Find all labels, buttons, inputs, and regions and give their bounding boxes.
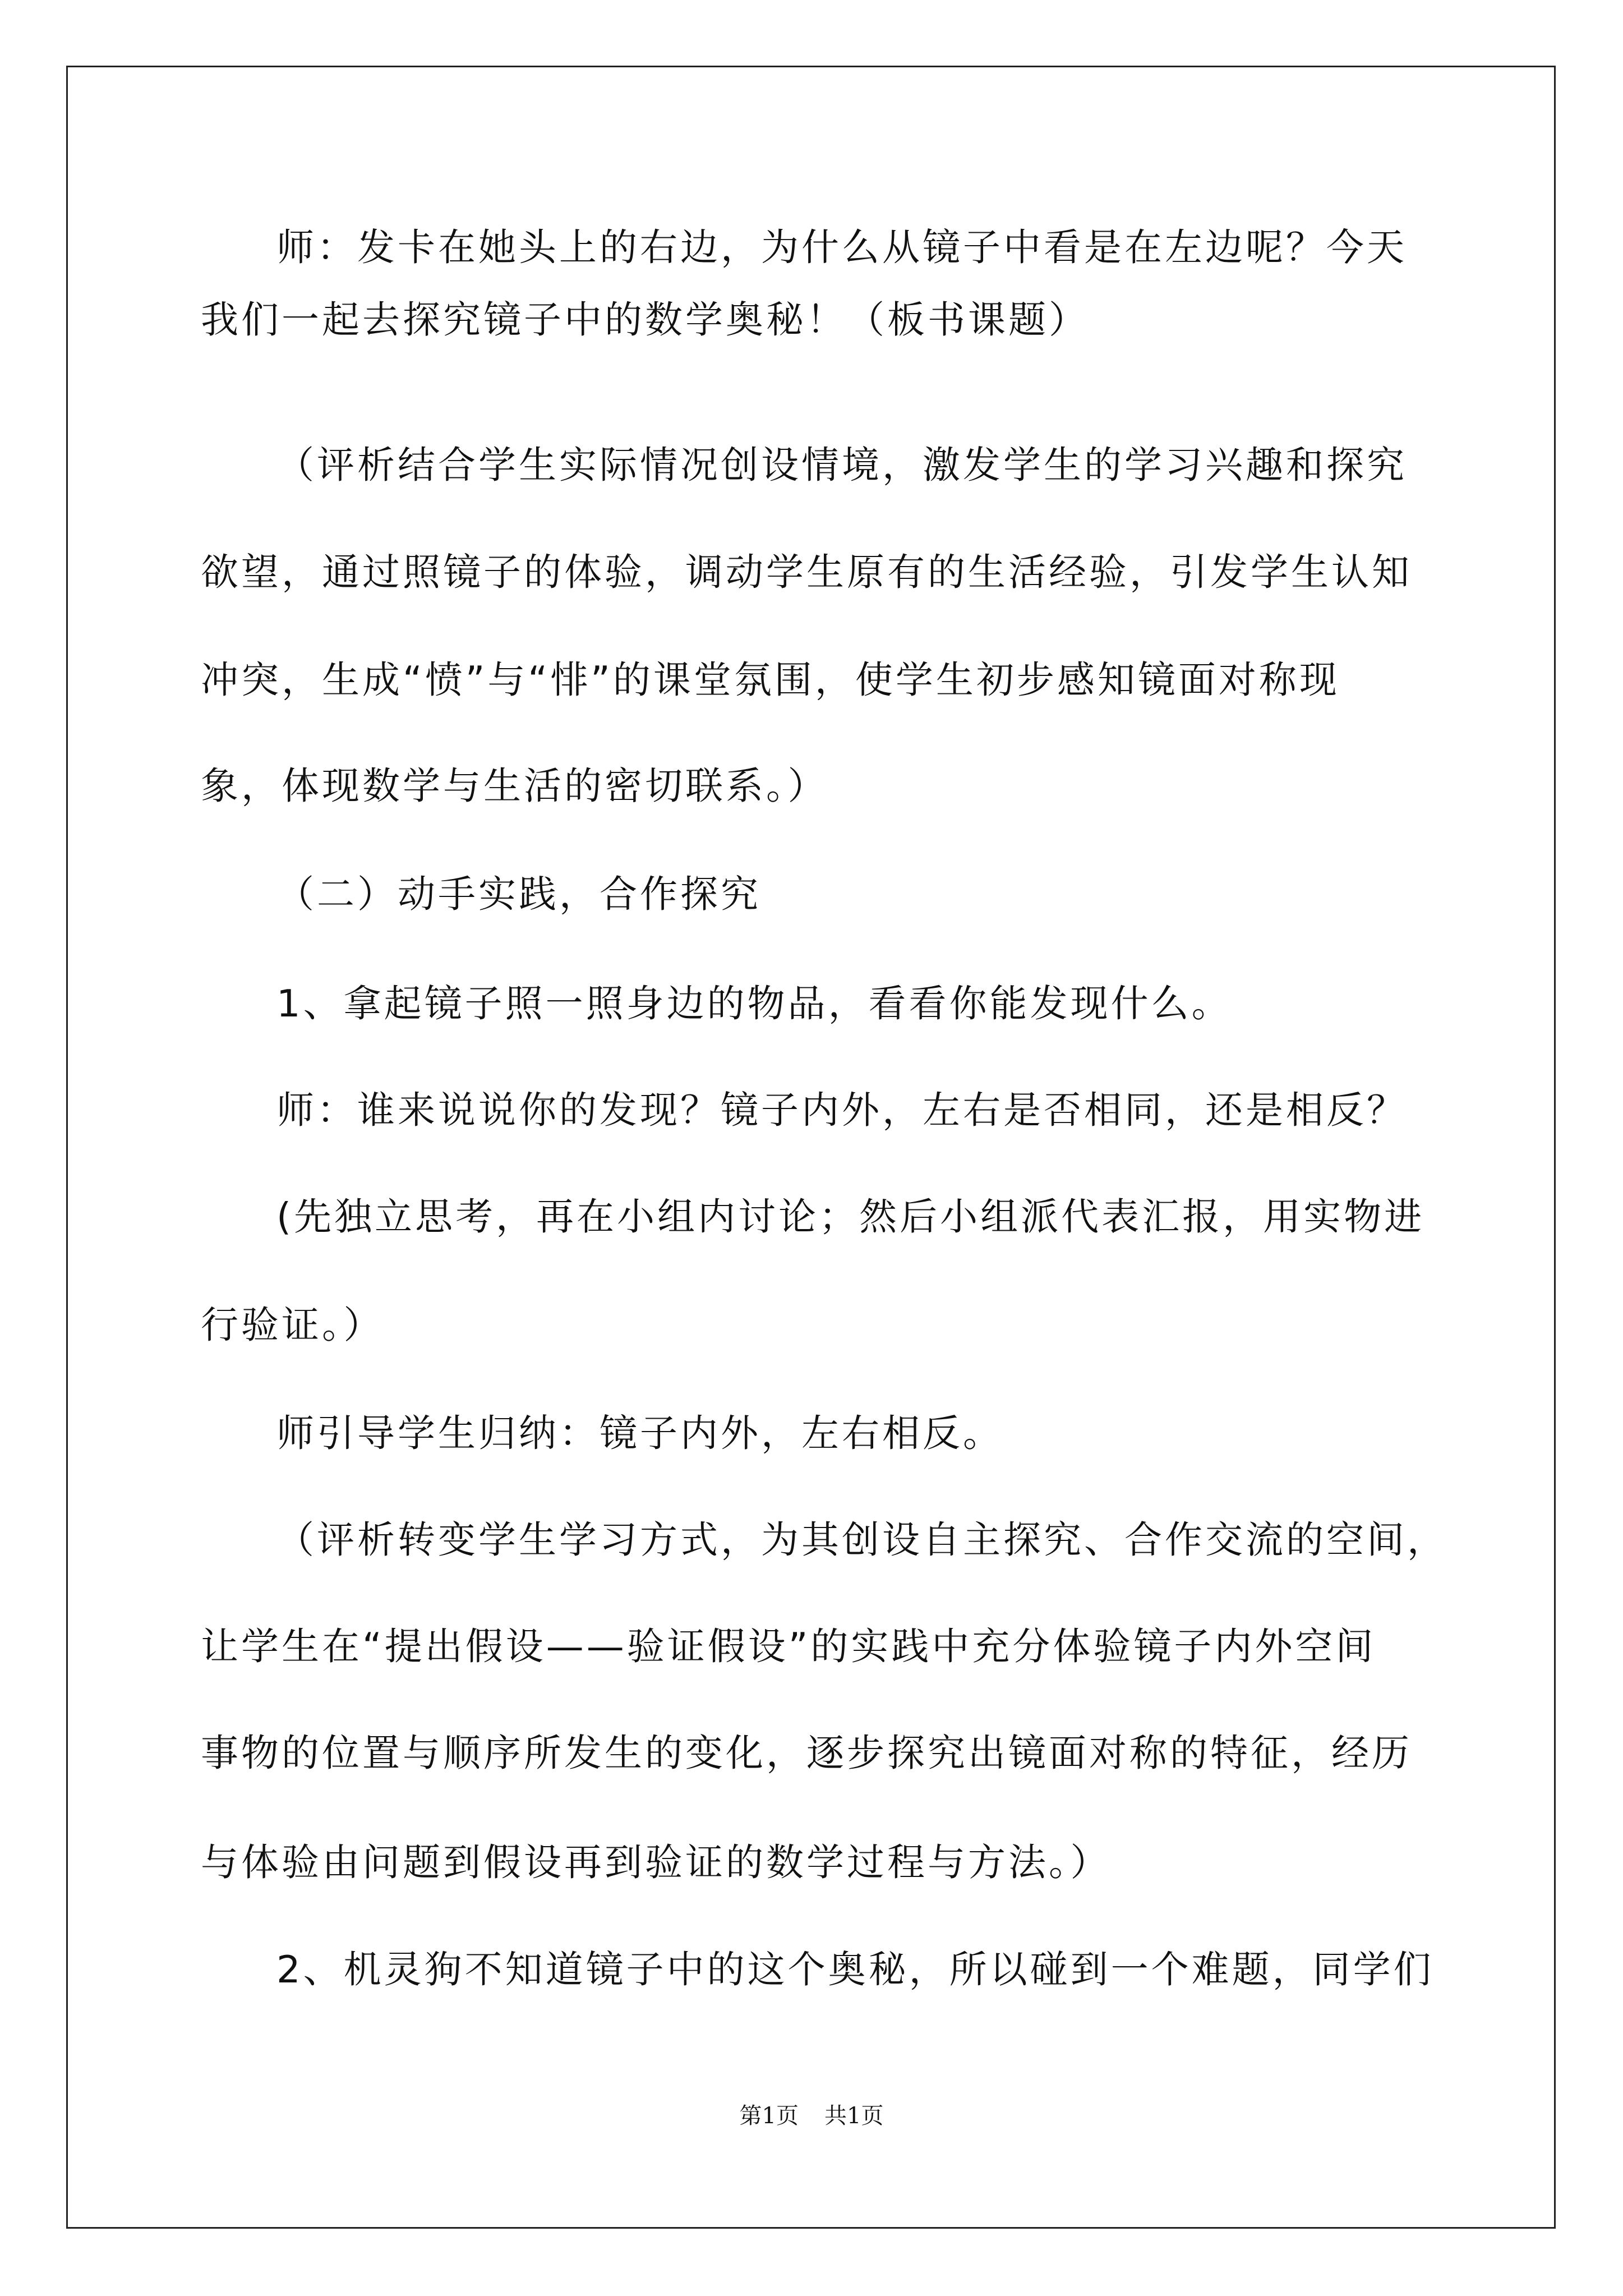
paragraph-line: 让学生在“提出假设——验证假设”的实践中充分体验镜子内外空间 <box>201 1625 1376 1668</box>
paragraph-line: 欲望，通过照镜子的体验，调动学生原有的生活经验，引发学生认知 <box>201 550 1412 594</box>
paragraph-line: （二）动手实践，合作探究 <box>276 872 761 916</box>
paragraph-line: 行验证。） <box>201 1303 384 1347</box>
page-border <box>66 66 1556 2229</box>
paragraph-line: 事物的位置与顺序所发生的变化，逐步探究出镜面对称的特征，经历 <box>201 1731 1412 1775</box>
paragraph-line: 2、机灵狗不知道镜子中的这个奥秘，所以碰到一个难题，同学们 <box>276 1948 1434 1991</box>
paragraph-line: 冲突，生成“愤”与“悱”的课堂氛围，使学生初步感知镜面对称现 <box>201 658 1340 702</box>
paragraph-line: （评析结合学生实际情况创设情境，激发学生的学习兴趣和探究 <box>276 443 1407 487</box>
paragraph-line: 师引导学生归纳：镜子内外，左右相反。 <box>276 1411 1003 1455</box>
paragraph-line: 与体验由问题到假设再到验证的数学过程与方法。） <box>201 1841 1111 1884</box>
paragraph-line: 象，体现数学与生活的密切联系。） <box>201 764 828 808</box>
paragraph-line: 1、拿起镜子照一照身边的物品，看看你能发现什么。 <box>276 982 1232 1025</box>
paragraph-line: 师：谁来说说你的发现？镜子内外，左右是否相同，还是相反？ <box>276 1088 1407 1132</box>
paragraph-line: (先独立思考，再在小组内讨论；然后小组派代表汇报，用实物进 <box>276 1195 1425 1239</box>
page-total: 共1页 <box>824 2103 884 2129</box>
page-footer <box>0 2101 1623 2131</box>
page-number: 第1页 <box>739 2103 799 2129</box>
paragraph-line: 我们一起去探究镜子中的数学奥秘！（板书课题） <box>201 298 1089 342</box>
paragraph-line: 师：发卡在她头上的右边，为什么从镜子中看是在左边呢？今天 <box>276 226 1407 269</box>
paragraph-line: （评析转变学生学习方式，为其创设自主探究、合作交流的空间， <box>276 1518 1447 1562</box>
